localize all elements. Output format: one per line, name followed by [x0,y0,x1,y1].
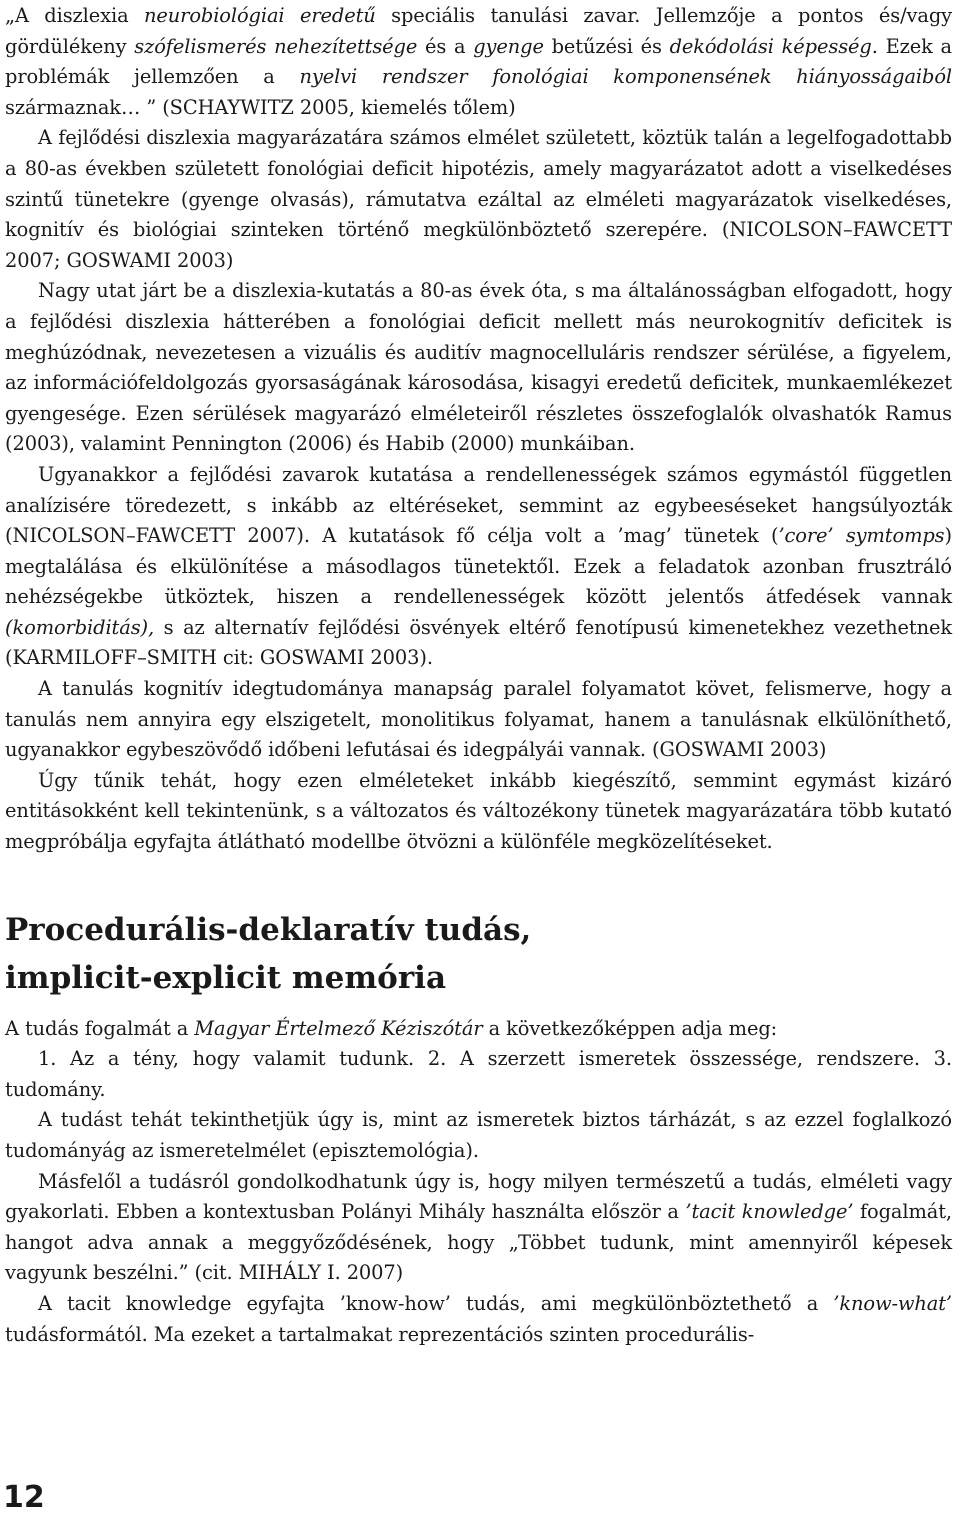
paragraph-11: A tacit knowledge egyfajta ’know-how’ tudás, ami megkülönböztethető a ’know-what’ tudásformától. Ma ezeket a tartalmakat reprezentációs szinten procedurális- [5,1291,952,1346]
paragraph-5: A tanulás kognitív idegtudománya manapság paralel folyamatot követ, felismerve, hogy a tanulás nem annyira egy elszigetelt, monolitikus folyamat, hanem a tanulásnak elkülöníthető, ugyanakkor egybeszövődő időbeni lefutásai és idegpályái vannak. (GOSWAMI 2003) [5,677,952,762]
paragraph-2: A fejlődési diszlexia magyarázatára számos elmélet született, köztük talán a legelfogadottabb a 80-as években született fonológiai deficit hipotézis, amely magyarázatot adott a viselkedéses szintű tünetekre (gyenge olvasás), rámutatva ezáltal az elméleti magyarázatok viselkedéses, kognitív és biológiai szinteken történő megkülönböztető szerepére. (NICOLSON–FAWCETT 2007; GOSWAMI 2003) [5,126,952,272]
page-number: 12 [3,1480,45,1515]
paragraph-7: A tudás fogalmát a Magyar Értelmező Kéziszótár a következőképpen adja meg: [5,1016,778,1040]
section-heading [5,906,952,1002]
paragraph-8: 1. Az a tény, hogy valamit tudunk. 2. A szerzett ismeretek összessége, rendszere. 3. tudomány. [5,1047,952,1101]
paragraph-6: Úgy tűnik tehát, hogy ezen elméleteket inkább kiegészítő, semmint egymást kizáró entitásokként kell tekintenünk, s a változatos és változékony tünetek magyarázatára több kutató megpróbálja egyfajta átlátható modellbe ötvözni a különféle megközelítéseket. [5,768,952,854]
section-heading-line-2: implicit-explicit memória [5,959,447,996]
body-text [5,1,952,1350]
paragraph-1: „A diszlexia neurobiológiai eredetű speciális tanulási zavar. Jellemzője a pontos és/vagy gördülékeny szófelismerés nehezítettsége és a gyenge betűzési és dekódolási képesség. Ezek a problémák jellemzően a nyelvi rendszer fonológiai komponensének hiányosságaiból származnak… ” (SCHAYWITZ 2005, kiemelés tőlem) [5,4,953,119]
paragraph-10: Másfelől a tudásról gondolkodhatunk úgy is, hogy milyen természetű a tudás, elméleti vagy gyakorlati. Ebben a kontextusban Polányi Mihály használta először a ’tacit knowledge’ fogalmát, hangot adva annak a meggyőződésének, hogy „Többet tudunk, mint amennyiről képesek vagyunk beszélni.” (cit. MIHÁLY I. 2007) [5,1169,952,1285]
paragraph-9: A tudást tehát tekinthetjük úgy is, mint az ismeretek biztos tárházát, s az ezzel foglalkozó tudományág az ismeretelmélet (episztemológia). [5,1108,952,1162]
paragraph-3: Nagy utat járt be a diszlexia-kutatás a 80-as évek óta, s ma általánosságban elfogadott, hogy a fejlődési diszlexia hátterében a fonológiai deficit mellett más neurokognitív deficitek is meghúzódnak, nevezetesen a vizuális és auditív magnocelluláris rendszer sérülése, a figyelem, az információfeldolgozás gyorsaságának károsodása, kisagyi eredetű deficitek, munkaemlékezet gyengesége. Ezen sérülések magyarázó elméleteiről részletes összefoglalók olvashatók Ramus (2003), valamint Pennington (2006) és Habib (2000) munkáiban. [5,279,952,456]
paragraph-4: Ugyanakkor a fejlődési zavarok kutatása a rendellenességek számos egymástól független analízisére töredezett, s inkább az eltéréseket, semmint az egybeeséseket hangsúlyozták (NICOLSON–FAWCETT 2007). A kutatások fő célja volt a ’mag’ tünetek (’core’ symtomps) megtalálása és elkülönítése a másodlagos tünetektől. Ezek a feladatok azonban frusztráló nehézségekbe ütköztek, hiszen a rendellenességek között jelentős átfedések vannak (komorbiditás), s az alternatív fejlődési ösvények eltérő fenotípusú kimenetekhez vezethetnek (KARMILOFF–SMITH cit: GOSWAMI 2003). [5,462,952,670]
section-heading-line-1: Procedurális-deklaratív tudás, [5,911,532,948]
